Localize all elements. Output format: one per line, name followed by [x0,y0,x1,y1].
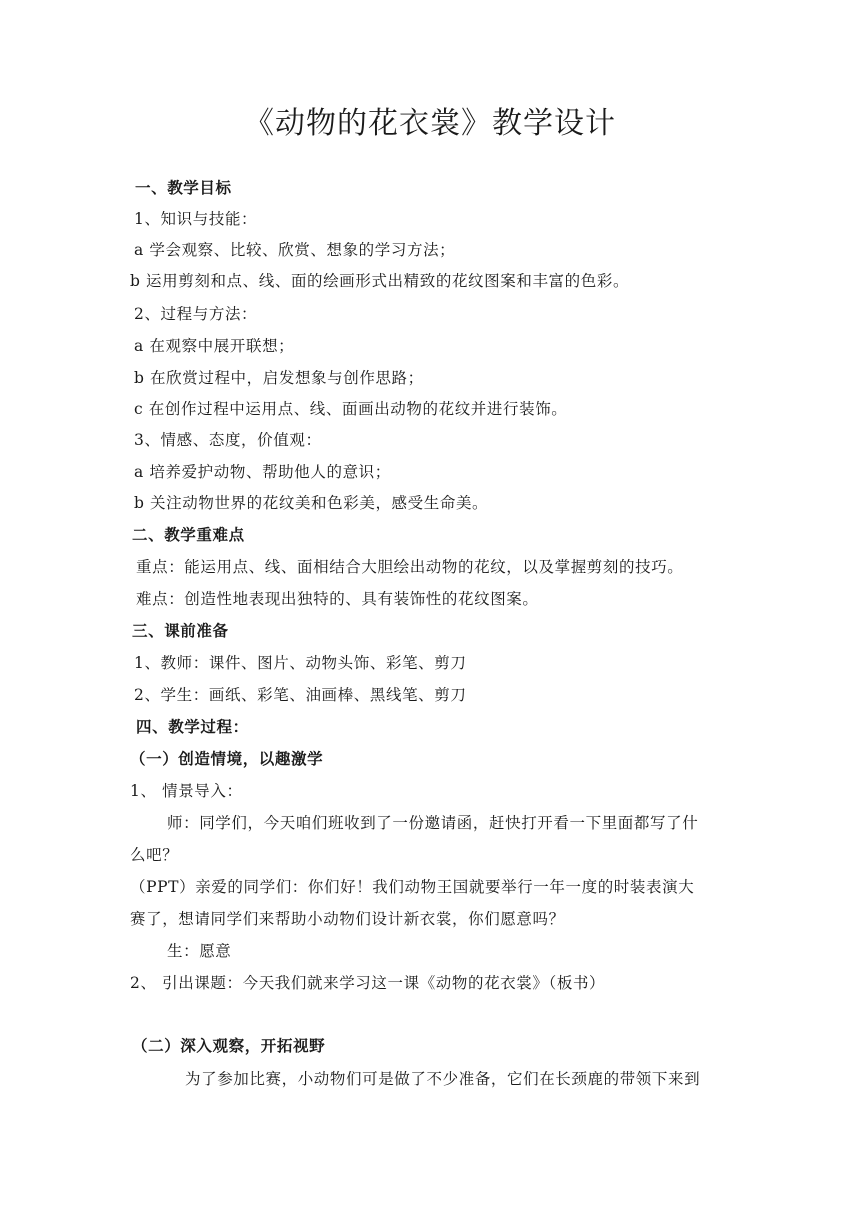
subsection-heading: （二）深入观察，开拓视野 [132,1037,326,1055]
paragraph-line: 2、过程与方法： [134,305,258,323]
section-heading-process: 四、教学过程： [136,718,249,736]
paragraph-line: 2、 引出课题：今天我们就来学习这一课《动物的花衣裳》（板书） [130,974,606,992]
paragraph-line: 2、学生：画纸、彩笔、油画棒、黑线笔、剪刀 [134,686,467,704]
paragraph-line: 生：愿意 [167,942,232,960]
paragraph-line: 1、 情景导入： [130,782,243,800]
paragraph-line: a 培养爱护动物、帮助他人的意识； [134,463,391,481]
paragraph-line: 重点：能运用点、线、面相结合大胆绘出动物的花纹，以及掌握剪刻的技巧。 [136,558,684,576]
paragraph-line: 1、教师：课件、图片、动物头饰、彩笔、剪刀 [134,654,467,672]
paragraph-line: 为了参加比赛，小动物们可是做了不少准备，它们在长颈鹿的带领下来到 [185,1070,701,1088]
section-heading-preparation: 三、课前准备 [132,622,229,640]
paragraph-line: 师：同学们，今天咱们班收到了一份邀请函，赶快打开看一下里面都写了什 [167,814,699,832]
paragraph-line: a 在观察中展开联想； [134,337,295,355]
paragraph-line: b 运用剪刻和点、线、面的绘画形式出精致的花纹图案和丰富的色彩。 [130,272,630,290]
paragraph-line: b 在欣赏过程中，启发想象与创作思路； [134,369,424,387]
section-heading-key-points: 二、教学重难点 [132,526,245,544]
paragraph-line: 赛了，想请同学们来帮助小动物们设计新衣裳，你们愿意吗？ [130,910,565,928]
paragraph-line: c 在创作过程中运用点、线、面画出动物的花纹并进行装饰。 [134,400,568,418]
document-title: 《动物的花衣裳》教学设计 [244,106,616,141]
paragraph-line: 难点：创造性地表现出独特的、具有装饰性的花纹图案。 [136,590,539,608]
subsection-heading: （一）创造情境，以趣激学 [130,750,324,768]
paragraph-line: （PPT）亲爱的同学们：你们好！我们动物王国就要举行一年一度的时装表演大 [130,878,695,896]
paragraph-line: 1、知识与技能： [134,210,258,228]
paragraph-line: a 学会观察、比较、欣赏、想象的学习方法； [134,241,456,259]
paragraph-line: 3、情感、态度，价值观： [134,431,322,449]
paragraph-line: 么吧？ [130,846,179,864]
paragraph-line: b 关注动物世界的花纹美和色彩美，感受生命美。 [134,494,489,512]
section-heading-objectives: 一、教学目标 [135,179,232,197]
